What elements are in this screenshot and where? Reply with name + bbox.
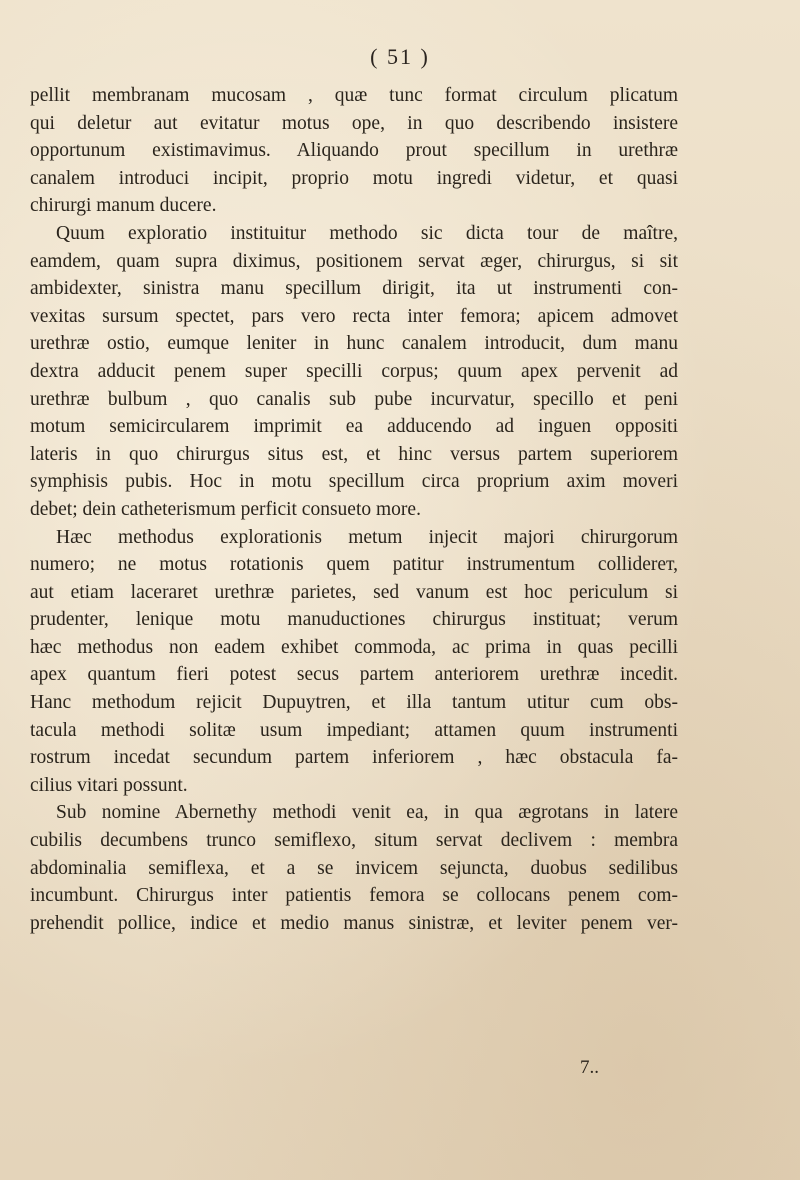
text-line: chirurgi manum ducere. — [30, 195, 217, 217]
text-line: cubilis decumbens trunco semiflexo, situm servat declivem : membra — [30, 830, 678, 852]
text-line: qui deletur aut evitatur motus ope, in quo describendo insistere — [30, 112, 678, 134]
text-line: Sub nomine Abernethy methodi venit ea, in qua ægrotans in latere — [56, 802, 678, 824]
text-line: rostrum incedat secundum partem inferiorem , hæc obstacula fa- — [30, 747, 678, 769]
text-line: urethræ ostio, eumque leniter in hunc canalem introducit, dum manu — [30, 333, 678, 355]
text-line: cilius vitari possunt. — [30, 774, 188, 796]
text-line: symphisis pubis. Hoc in motu specillum circa proprium axim moveri — [30, 471, 678, 493]
text-line: lateris in quo chirurgus situs est, et hinc versus partem superiorem — [30, 443, 678, 465]
text-line: apex quantum fieri potest secus partem anteriorem urethræ incedit. — [30, 664, 678, 686]
text-line: dextra adducit penem super specilli corpus; quum apex pervenit ad — [30, 360, 678, 382]
text-line: Hæc methodus explorationis metum injecit majori chirurgorum — [56, 526, 678, 548]
text-line: numero; ne motus rotationis quem patitur instrumentum colliderет, — [30, 554, 678, 576]
text-line: prehendit pollice, indice et medio manus sinistræ, et leviter penem ver- — [30, 912, 678, 934]
text-line: eamdem, quam supra diximus, positionem servat æger, chirurgus, si sit — [30, 250, 678, 272]
text-line: opportunum existimavimus. Aliquando prout specillum in urethræ — [30, 140, 678, 162]
text-line: vexitas sursum spectet, pars vero recta inter femora; apicem admovet — [30, 305, 678, 327]
page-number: ( 51 ) — [370, 44, 430, 69]
text-line: Hanc methodum rejicit Dupuytren, et illa tantum utitur cum obs- — [30, 692, 678, 714]
catchword: 7.. — [580, 1057, 599, 1078]
text-line: canalem introduci incipit, proprio motu ingredi videtur, et quasi — [30, 167, 678, 189]
text-line: abdominalia semiflexa, et a se invicem sejuncta, duobus sedilibus — [30, 857, 678, 879]
text-line: tacula methodi solitæ usum impediant; attamen quum instrumenti — [30, 719, 678, 741]
text-line: ambidexter, sinistra manu specillum dirigit, ita ut instrumenti con- — [30, 278, 678, 300]
text-line: debet; dein catheterismum perficit consueto more. — [30, 498, 421, 520]
text-line: incumbunt. Chirurgus inter patientis femora se collocans penem com- — [30, 885, 678, 907]
text-line: urethræ bulbum , quo canalis sub pube incurvatur, specillo et peni — [30, 388, 678, 410]
body-text — [30, 82, 678, 937]
text-line: Quum exploratio instituitur methodo sic dicta tour de maître, — [56, 222, 678, 244]
text-line: pellit membranam mucosam , quæ tunc format circulum plicatum — [30, 85, 678, 106]
text-line: motum semicircularem imprimit ea adducendo ad inguen oppositi — [30, 416, 678, 438]
text-line: aut etiam laceraret urethræ parietes, sed vanum est hoc periculum si — [30, 581, 678, 603]
text-line: prudenter, lenique motu manuductiones chirurgus instituat; verum — [30, 609, 678, 631]
text-line: hæc methodus non eadem exhibet commoda, ac prima in quas pecilli — [30, 636, 678, 658]
